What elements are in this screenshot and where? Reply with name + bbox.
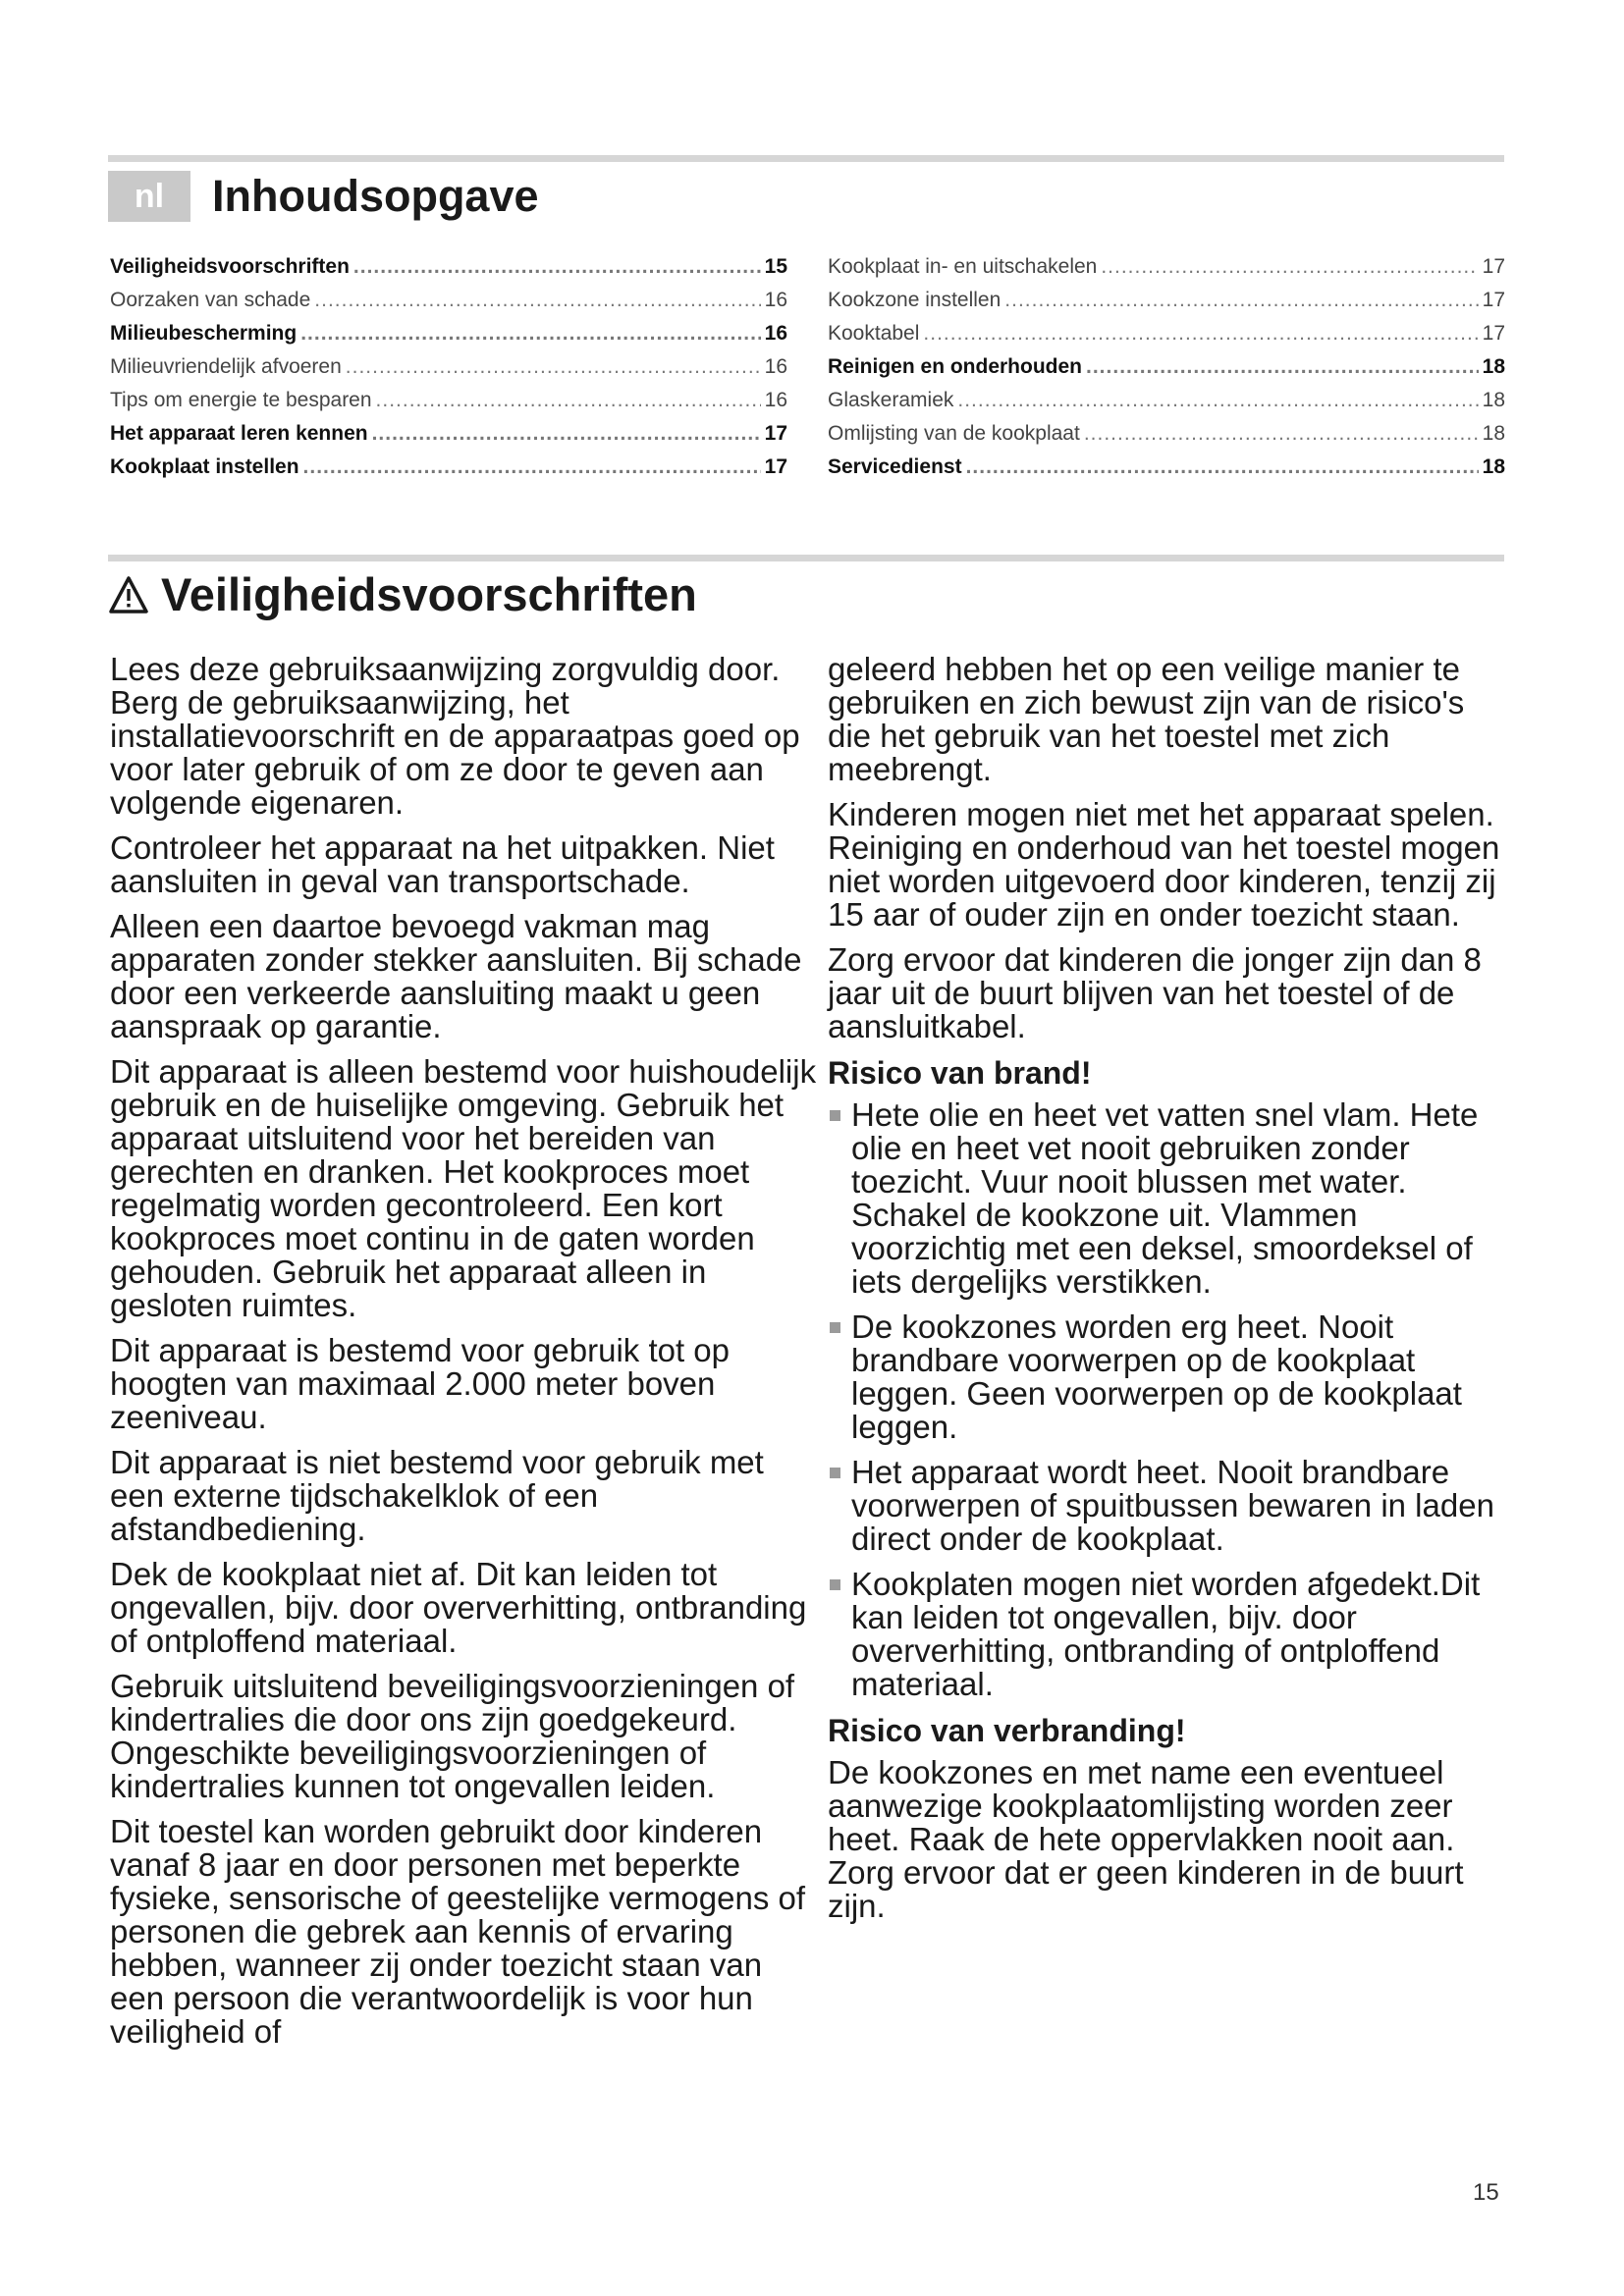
warning-triangle-icon	[108, 575, 149, 614]
paragraph: Controleer het apparaat na het uitpakken. Niet aansluiten in geval van transportschade.	[110, 829, 775, 899]
toc-entry[interactable]: Het apparaat leren kennen ..... 17	[110, 422, 787, 455]
toc-entry[interactable]: Milieuvriendelijk afvoeren ..... 16	[110, 355, 787, 389]
toc-entry[interactable]: Servicedienst ..... 18	[828, 455, 1505, 489]
page-number: 15	[1473, 2179, 1499, 2206]
fire-risk-heading: Risico van brand!	[828, 1055, 1092, 1091]
toc-entry[interactable]: Reinigen en onderhouden ..... 18	[828, 355, 1505, 389]
square-bullet-icon	[830, 1322, 840, 1333]
left-text-column	[110, 653, 817, 2060]
paragraph: Dek de kookplaat niet af. Dit kan leiden tot ongevallen, bijv. door oververhitting, ontbranding of ontploffend materiaal.	[110, 1556, 807, 1659]
paragraph: Dit toestel kan worden gebruikt door kinderen vanaf 8 jaar en door personen met beperkte fysieke, sensorische of geestelijke vermogens of personen die gebrek aan kennis of ervaring hebben, wanneer zij onder toezicht staan van een persoon die verantwoordelijk is voor hun veiligheid of	[110, 1813, 806, 2050]
toc-entry[interactable]: Kookplaat instellen ..... 17	[110, 455, 787, 489]
list-item: De kookzones worden erg heet. Nooit brandbare voorwerpen op de kookplaat leggen. Geen voorwerpen op de kookplaat leggen.	[828, 1310, 1515, 1444]
toc-entry[interactable]: Milieubescherming ..... 16	[110, 322, 787, 355]
paragraph: De kookzones en met name een eventueel aanwezige kookplaatomlijsting worden zeer heet. Raak de hete oppervlakken nooit aan. Zorg ervoor dat er geen kinderen in de buurt zijn.	[828, 1754, 1464, 1924]
toc-entry[interactable]: Omlijsting van de kookplaat ..... 18	[828, 422, 1505, 455]
section-divider	[108, 555, 1504, 561]
list-item: Kookplaten mogen niet worden afgedekt.Dit kan leiden tot ongevallen, bijv. door oververhitting, ontbranding of ontploffend materiaal.	[828, 1568, 1515, 1701]
paragraph: geleerd hebben het op een veilige manier te gebruiken en zich bewust zijn van de risico's die het gebruik van het toestel met zich meebrengt.	[828, 651, 1465, 787]
toc-left-column	[110, 255, 787, 489]
paragraph: Zorg ervoor dat kinderen die jonger zijn dan 8 jaar uit de buurt blijven van het toestel of de aansluitkabel.	[828, 941, 1482, 1044]
toc-entry[interactable]: Kookplaat in- en uitschakelen ..... 17	[828, 255, 1505, 289]
paragraph: Kinderen mogen niet met het apparaat spelen. Reiniging en onderhoud van het toestel mogen niet worden uitgevoerd door kinderen, tenzij zij 15 aar of ouder zijn en onder toezicht staan.	[828, 796, 1500, 933]
toc-entry[interactable]: Kookzone instellen ..... 17	[828, 289, 1505, 322]
paragraph: Alleen een daartoe bevoegd vakman mag apparaten zonder stekker aansluiten. Bij schade door een verkeerde aansluiting maakt u geen aanspraak op garantie.	[110, 908, 802, 1044]
toc-header	[108, 169, 539, 224]
toc-title: Inhoudsopgave	[212, 171, 539, 221]
square-bullet-icon	[830, 1468, 840, 1478]
square-bullet-icon	[830, 1579, 840, 1590]
language-badge: nl	[108, 171, 190, 222]
paragraph: Dit apparaat is bestemd voor gebruik tot op hoogten van maximaal 2.000 meter boven zeeniveau.	[110, 1332, 731, 1435]
paragraph: Dit apparaat is alleen bestemd voor huishoudelijk gebruik en de huiselijke omgeving. Gebruik het apparaat uitsluitend voor het bereiden van gerechten en dranken. Het kookproces moet regelmatig worden gecontroleerd. Een kort kookproces moet continu in de gaten worden gehouden. Gebruik het apparaat alleen in gesloten ruimtes.	[110, 1053, 817, 1323]
top-divider	[108, 155, 1504, 162]
square-bullet-icon	[830, 1110, 840, 1121]
right-text-column	[828, 653, 1515, 1935]
toc-entry[interactable]: Oorzaken van schade ..... 16	[110, 289, 787, 322]
paragraph: Dit apparaat is niet bestemd voor gebruik met een externe tijdschakelklok of een afstandbediening.	[110, 1444, 764, 1547]
toc-entry[interactable]: Glaskeramiek ..... 18	[828, 389, 1505, 422]
section-heading	[108, 567, 697, 621]
toc-entry[interactable]: Tips om energie te besparen ..... 16	[110, 389, 787, 422]
toc-right-column	[828, 255, 1505, 489]
paragraph: Gebruik uitsluitend beveiligingsvoorzieningen of kindertralies die door ons zijn goedgekeurd. Ongeschikte beveiligingsvoorzieningen of kindertralies kunnen tot ongevallen leiden.	[110, 1668, 795, 1804]
paragraph: Lees deze gebruiksaanwijzing zorgvuldig door. Berg de gebruiksaanwijzing, het installatievoorschrift en de apparaatpas goed op voor later gebruik of om ze door te geven aan volgende eigenaren.	[110, 651, 800, 821]
list-item: Hete olie en heet vet vatten snel vlam. Hete olie en heet vet nooit gebruiken zonder toezicht. Vuur nooit blussen met water. Schakel de kookzone uit. Vlammen voorzichtig met een deksel, smoordeksel of iets dergelijks verstikken.	[828, 1098, 1515, 1299]
section-title: Veiligheidsvoorschriften	[161, 568, 697, 620]
toc-entry[interactable]: Kooktabel ..... 17	[828, 322, 1505, 355]
fire-risk-list	[828, 1098, 1515, 1701]
list-item: Het apparaat wordt heet. Nooit brandbare voorwerpen of spuitbussen bewaren in laden direct onder de kookplaat.	[828, 1456, 1515, 1556]
toc-entry[interactable]: Veiligheidsvoorschriften ..... 15	[110, 255, 787, 289]
burn-risk-heading: Risico van verbranding!	[828, 1713, 1186, 1748]
